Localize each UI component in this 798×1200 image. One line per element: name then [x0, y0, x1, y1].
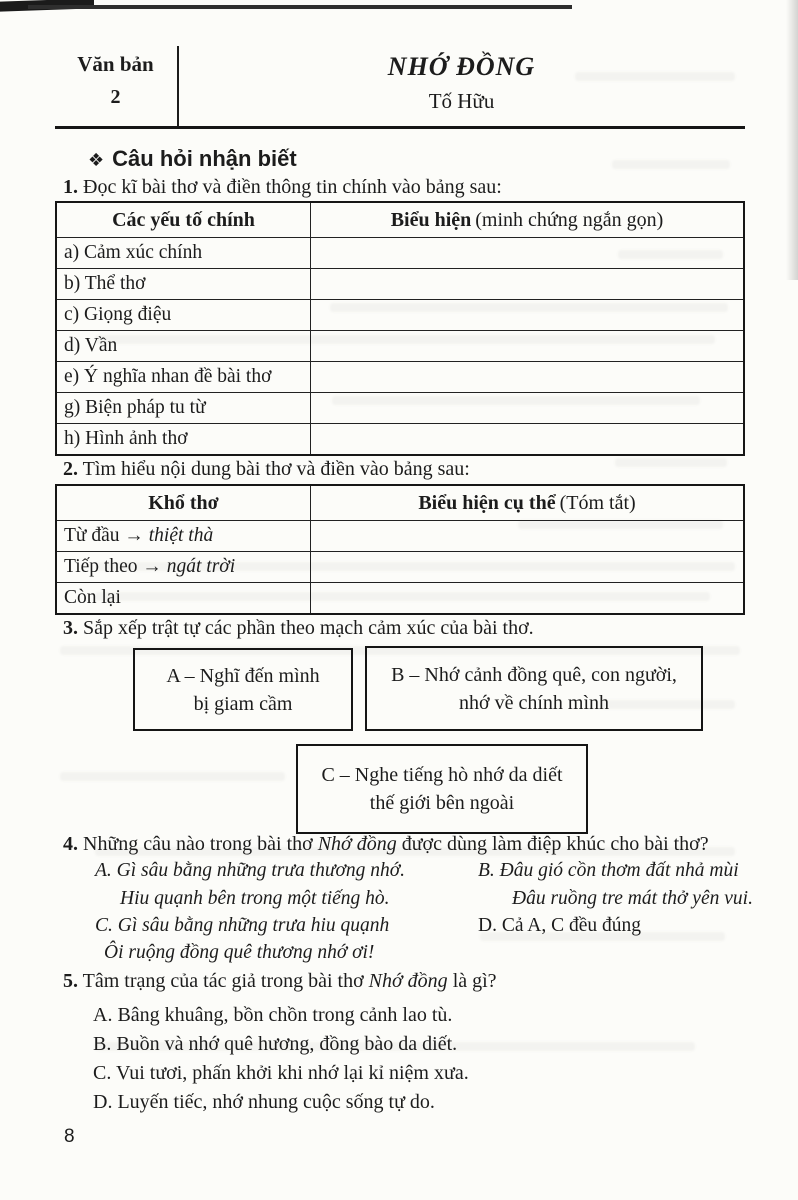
table-row: [56, 424, 744, 456]
scan-artifact: [28, 5, 572, 9]
column-header-bold: Biểu hiện: [390, 208, 472, 231]
column-header: [311, 485, 745, 521]
question-text: Đọc kĩ bài thơ và điền thông tin chính vào bảng sau:: [83, 176, 502, 198]
row-label: a) Cảm xúc chính: [56, 238, 311, 269]
poem-header: [178, 52, 745, 114]
answer-box-c: [296, 744, 588, 834]
column-header: Khổ thơ: [56, 485, 311, 521]
table-row: [56, 362, 744, 393]
answer-cell: [311, 521, 745, 552]
box-line: A – Nghĩ đến mình: [166, 664, 320, 687]
question-text: được dùng làm điệp khúc cho bài thơ?: [396, 833, 709, 855]
row-label: [56, 583, 311, 615]
question-number: 1.: [63, 176, 78, 198]
row-label: h) Hình ảnh thơ: [56, 424, 311, 456]
table-row: [56, 331, 744, 362]
bleed-through-artifact: [612, 160, 730, 169]
option-c-line-1: C. Gì sâu bằng những trưa hiu quạnh: [95, 915, 390, 936]
table-row: [56, 552, 744, 583]
question-text-italic: Nhớ đồng: [317, 833, 397, 855]
question-text: Tâm trạng của tác giả trong bài thơ: [82, 970, 369, 992]
section-heading: [88, 146, 297, 172]
column-header-note: (minh chứng ngắn gọn): [475, 208, 664, 231]
row-label: [56, 552, 311, 583]
option-b-line-2: Đâu ruồng tre mát thở yên vui.: [512, 888, 753, 909]
row-label-plain: Tiếp theo →: [64, 556, 167, 577]
table-header-row: [56, 202, 744, 238]
option-a: A. Bâng khuâng, bồn chồn trong cảnh lao tù.: [93, 1004, 453, 1026]
row-label: c) Giọng điệu: [56, 300, 311, 331]
box-line: thế giới bên ngoài: [369, 792, 515, 814]
option-b-line-1: B. Đâu gió cồn thơm đất nhả mùi: [478, 860, 739, 881]
answer-cell: [311, 552, 745, 583]
question-4: [63, 833, 709, 856]
box-line: bị giam cầm: [193, 692, 293, 715]
question-3: [63, 617, 534, 640]
option-c: C. Vui tươi, phấn khởi khi nhớ lại kỉ niệm xưa.: [93, 1062, 469, 1084]
option-b: B. Buồn và nhớ quê hương, đồng bào da diết.: [93, 1033, 458, 1055]
option-c-line-2: Ôi ruộng đồng quê thương nhớ ơi!: [104, 942, 375, 963]
question-text: là gì?: [447, 970, 497, 992]
lesson-number: 2: [110, 86, 121, 108]
poem-title: NHỚ ĐỒNG: [387, 52, 536, 81]
answer-cell: [311, 300, 745, 331]
page-curl-shadow: [786, 0, 798, 280]
table-row: [56, 300, 744, 331]
answer-box-a: [133, 648, 353, 731]
bleed-through-artifact: [60, 772, 285, 781]
answer-cell: [311, 238, 745, 269]
row-label: d) Vần: [56, 331, 311, 362]
question-number: 2.: [63, 458, 78, 480]
question-text: Tìm hiểu nội dung bài thơ và điền vào bảng sau:: [82, 458, 470, 480]
row-label: g) Biện pháp tu từ: [56, 393, 311, 424]
answer-cell: [311, 362, 745, 393]
answer-cell: [311, 331, 745, 362]
question-number: 3.: [63, 617, 78, 639]
option-d: D. Luyến tiếc, nhớ nhung cuộc sống tự do.: [93, 1091, 435, 1113]
option-a-line-1: A. Gì sâu bằng những trưa thương nhớ.: [95, 860, 406, 881]
answer-box-b: [365, 646, 703, 731]
table-row: [56, 521, 744, 552]
row-label: b) Thể thơ: [56, 269, 311, 300]
lesson-label: [55, 52, 176, 109]
diamond-icon: ❖: [88, 150, 105, 171]
table-row: [56, 269, 744, 300]
poem-author: Tố Hữu: [428, 89, 495, 113]
question-number: 4.: [63, 833, 78, 855]
table-row: [56, 238, 744, 269]
column-header: [311, 202, 745, 238]
answer-cell: [311, 583, 745, 615]
answer-cell: [311, 269, 745, 300]
question-text: Sắp xếp trật tự các phần theo mạch cảm xúc của bài thơ.: [83, 617, 534, 639]
question-1: [63, 176, 502, 199]
option-a-line-2: Hiu quạnh bên trong một tiếng hò.: [120, 888, 390, 909]
table-row: [56, 393, 744, 424]
box-line: B – Nhớ cảnh đồng quê, con người,: [391, 663, 677, 686]
section-heading-text: Câu hỏi nhận biết: [112, 146, 297, 171]
bleed-through-artifact: [615, 458, 727, 467]
row-label-italic: thiệt thà: [148, 525, 214, 546]
page-number: 8: [64, 1126, 75, 1147]
question-2: [63, 458, 470, 481]
question-2-table: [55, 484, 745, 615]
row-label: [56, 521, 311, 552]
box-line: nhớ về chính mình: [459, 691, 609, 714]
header-rule: [55, 126, 745, 129]
question-text: Những câu nào trong bài thơ: [83, 833, 318, 855]
answer-cell: [311, 424, 745, 456]
row-label-italic: ngát trời: [166, 556, 236, 577]
option-d-line-1: D. Cả A, C đều đúng: [478, 915, 642, 936]
column-header-bold: Biểu hiện cụ thể: [418, 491, 556, 514]
row-label-plain: Còn lại: [64, 587, 121, 608]
answer-cell: [311, 393, 745, 424]
question-1-table: [55, 201, 745, 456]
question-5: [63, 970, 497, 993]
column-header-note: (Tóm tắt): [559, 491, 636, 514]
lesson-label-text: Văn bản: [77, 52, 154, 76]
row-label-plain: Từ đầu →: [64, 525, 149, 546]
question-number: 5.: [63, 970, 78, 992]
column-header: Các yếu tố chính: [56, 202, 311, 238]
question-text-italic: Nhớ đồng: [368, 970, 448, 992]
row-label: e) Ý nghĩa nhan đề bài thơ: [56, 362, 311, 393]
table-header-row: [56, 485, 744, 521]
box-line: C – Nghe tiếng hò nhớ da diết: [321, 764, 563, 786]
table-row: [56, 583, 744, 615]
